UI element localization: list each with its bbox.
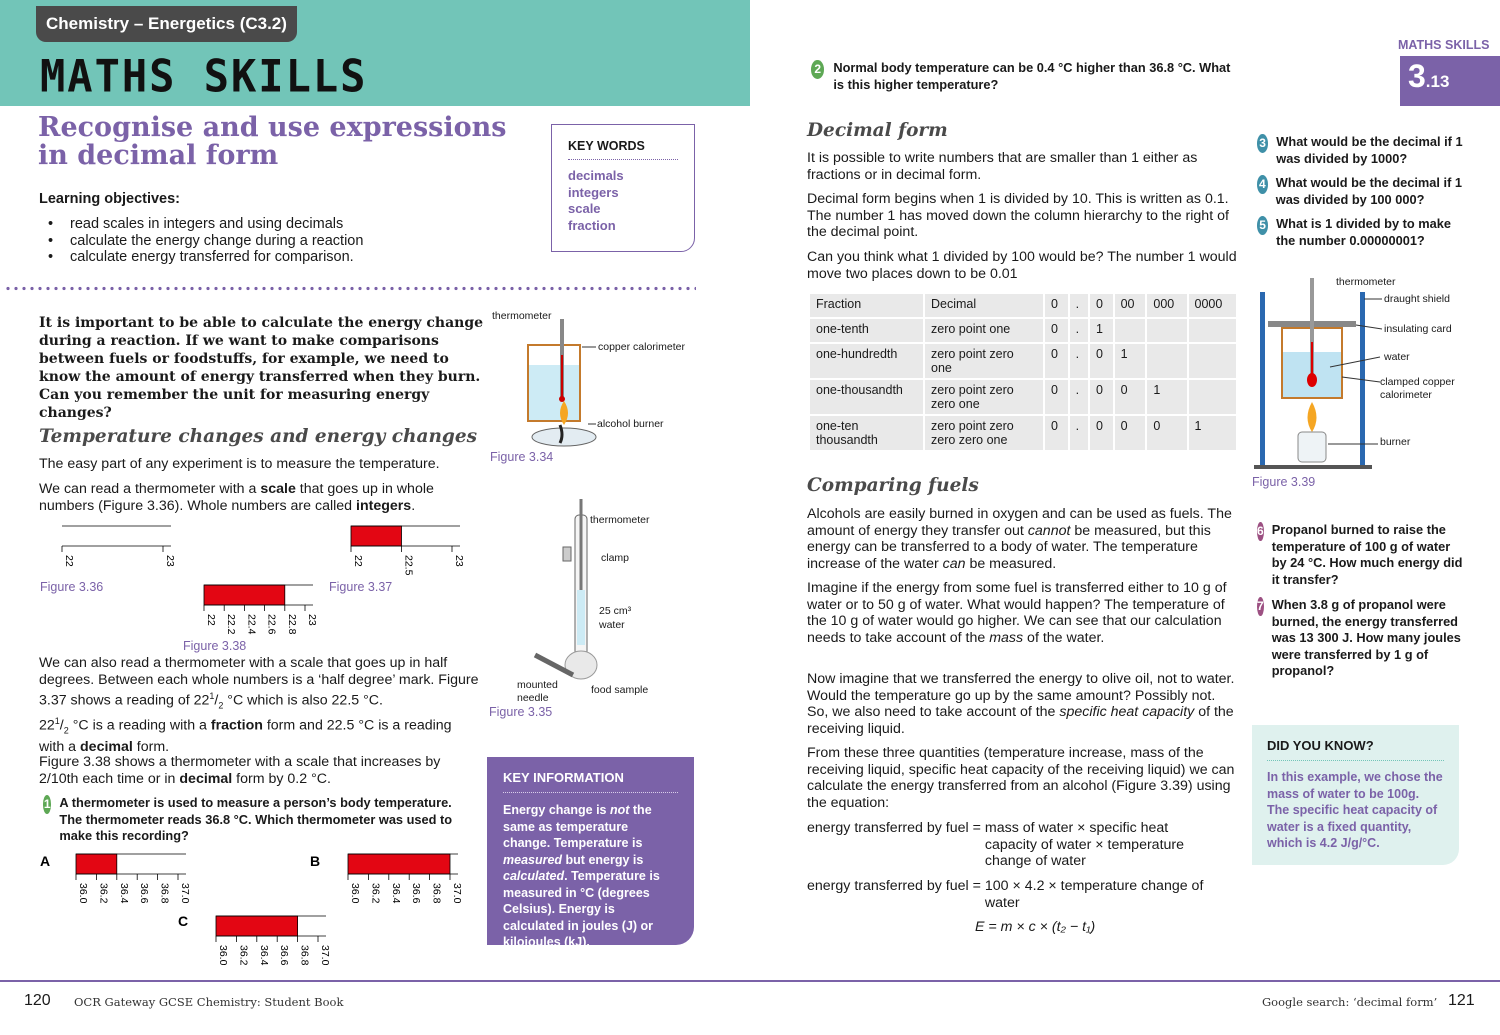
tick-label: 22: [63, 555, 75, 567]
figure-caption-335: Figure 3.35: [489, 705, 553, 719]
footer-rule: [0, 980, 1500, 982]
thermometer-label-a: A: [40, 853, 51, 869]
italic-term: cannot: [1027, 522, 1071, 539]
text-run: but energy is: [562, 852, 644, 867]
tick-label: 36.0: [349, 883, 361, 904]
objective-item: • calculate energy transferred for comparison.: [48, 249, 363, 266]
question-text: Normal body temperature can be 0.4 °C higher than 36.8 °C. What is this higher temperature?: [833, 60, 1231, 92]
tick-label: 37.0: [179, 883, 191, 904]
table-row: [810, 344, 1236, 378]
google-search-hint: Google search: ‘decimal form’: [1262, 995, 1438, 1009]
label-clamped-copper: clamped copper: [1380, 376, 1455, 388]
dotted-separator: [4, 286, 696, 291]
base-shape: [1254, 465, 1372, 469]
equation-lhs: energy transferred by fuel =: [807, 820, 981, 836]
burner-shape: [1298, 432, 1326, 462]
table-cell: [1147, 344, 1186, 378]
table-cell: 0: [1115, 416, 1146, 450]
bold-term: scale: [260, 481, 296, 497]
tick-label: 36.6: [278, 945, 291, 966]
question-7: [1257, 597, 1467, 680]
figure-caption-337: Figure 3.37: [329, 580, 393, 594]
question-number-badge: 7: [1257, 597, 1264, 616]
clamp-shape: [563, 547, 571, 561]
question-1: [43, 795, 468, 845]
label-water: water: [1384, 351, 1410, 363]
table-row: [810, 380, 1236, 414]
italic-term: measured: [503, 852, 563, 867]
question-text: A thermometer is used to measure a person’s body temperature. The thermometer reads 36.8 °C. Which thermometer was used to make this recording?: [59, 795, 453, 843]
table-cell: .: [1070, 319, 1088, 342]
table-cell: Decimal: [925, 294, 1043, 317]
tick-label: 36.8: [298, 945, 311, 966]
table-cell: 0: [1115, 380, 1146, 414]
thermometer-strip-336: [62, 526, 176, 567]
thermometer-reading-bar: [204, 585, 285, 605]
figure-339-fuel-apparatus: [1250, 272, 1500, 477]
table-cell: zero point zero zero one: [925, 380, 1043, 414]
right-page-number: 121: [1448, 992, 1475, 1009]
paragraph-half-degrees: We can also read a thermometer with a scale that goes up in half degrees. Between each whole numbers is a ‘half degree’ mark. Figure 3.37 shows a reading of $22^1/_2$ °C which is also 22.5 °C.: [39, 655, 479, 711]
text-run: . Temperature is measured in °C (degrees Celsius). Energy is calculated in joules (J) or kilojoules (kJ).: [503, 869, 660, 949]
thermometer-bulb: [559, 396, 565, 402]
table-cell: 0: [1090, 294, 1113, 317]
label-needle: needle: [517, 692, 549, 704]
key-word: integers: [568, 184, 619, 200]
maths-skills-tab-label: MATHS SKILLS: [1398, 38, 1490, 52]
table-cell: one-tenth: [810, 319, 923, 342]
bold-term: decimal: [80, 739, 133, 756]
objectives-label: Learning objectives:: [39, 191, 181, 207]
table-cell: zero point zero zero zero one: [925, 416, 1043, 450]
figure-334-calorimeter: [488, 305, 688, 455]
text-run: Energy change is: [503, 803, 610, 817]
tick-label: 36.4: [117, 883, 130, 904]
question-6: [1257, 522, 1467, 588]
figure-caption-339: Figure 3.39: [1252, 475, 1316, 489]
table-cell: 0: [1090, 416, 1113, 450]
equation-2: [807, 878, 1237, 911]
text-run: Figure 3.38 shows a thermometer with a scale that increases by 2/10th each time or in: [39, 754, 441, 787]
table-cell: 0: [1045, 294, 1068, 317]
thermometer-strip-a: [76, 854, 191, 904]
decimal-paragraph-1: It is possible to write numbers that are smaller than 1 either as fractions or in decimal form.: [807, 150, 1198, 183]
table-cell: 000: [1147, 294, 1186, 317]
question-text: Propanol burned to raise the temperature of 100 g of water by 24 °C. How much energy did it transfer?: [1271, 522, 1463, 587]
paragraph-fraction-decimal: $22^1/_2$ °C is a reading with a fraction form and 22.5 °C is a reading with a decimal form.: [39, 716, 452, 756]
key-word: scale: [568, 201, 601, 216]
label-water: water: [599, 619, 625, 631]
question-text: What would be the decimal if 1 was divided by 100 000?: [1275, 175, 1463, 207]
tick-label: 23: [164, 555, 176, 567]
table-cell: 0: [1045, 319, 1068, 342]
question-number-badge: 5: [1257, 216, 1268, 235]
text-run: .: [411, 497, 416, 514]
label-volume: 25 cm³: [599, 605, 632, 617]
table-cell: 1: [1115, 344, 1146, 378]
figure-caption-338: Figure 3.38: [183, 639, 247, 653]
text-run: We can read a thermometer with a: [39, 481, 261, 497]
paragraph-easy-part: The easy part of any experiment is to measure the temperature.: [39, 456, 440, 472]
thermometer-strip-c: [216, 916, 331, 966]
key-words-box: [551, 124, 695, 252]
key-words-title: KEY WORDS: [568, 139, 678, 160]
text-run: form and 22.5 °C is a reading with a: [39, 717, 452, 756]
objective-item: • calculate the energy change during a reaction: [48, 233, 363, 250]
table-cell: one-hundredth: [810, 344, 923, 378]
question-text: What would be the decimal if 1 was divided by 1000?: [1276, 134, 1463, 166]
did-you-know-text: In this example, we chose the mass of water to be 100g. The specific heat capacity of water is a fixed quantity, which is 4.2 J/g/°C.: [1267, 770, 1443, 850]
table-cell: 0: [1090, 344, 1113, 378]
table-cell: zero point zero one: [925, 344, 1043, 378]
key-word: fraction: [568, 217, 616, 233]
thermometer-label-c: C: [178, 913, 189, 929]
label-food-sample: food sample: [591, 684, 649, 696]
question-5: [1257, 216, 1467, 249]
fuels-paragraph-4: From these three quantities (temperature increase, mass of the receiving liquid, specific heat capacity of the receiving liquid) we can calculate the energy transferred from an alcohol (Figure 3.39) using the equation:: [807, 745, 1235, 812]
table-cell: [1115, 319, 1146, 342]
objective-item: • read scales in integers and using decimals: [48, 216, 363, 233]
label-thermometer: thermometer: [1336, 276, 1396, 288]
equation-rhs: 100 × 4.2 × temperature change of water: [984, 878, 1204, 911]
thermometer-reading-bar: [216, 916, 298, 936]
label-thermometer: thermometer: [590, 514, 650, 526]
text-run: of the receiving liquid.: [807, 704, 1234, 738]
question-number-badge: 2: [811, 60, 824, 79]
leader-line: [1356, 325, 1382, 329]
text-run: °C is a reading with a: [68, 717, 211, 734]
fraction-numerator: 1: [209, 691, 215, 702]
section-number-tab: [1400, 56, 1500, 106]
table-cell: [1189, 319, 1236, 342]
paragraph-whole-numbers: [39, 481, 479, 514]
text-run: be measured, but this energy can be transferred to a body of water. The temperature increase of the water: [807, 522, 1211, 573]
page-heading: Recognise and use expressions in decimal form: [38, 112, 507, 171]
equation-symbolic: E = m × c × (t₂ − t₁): [975, 919, 1096, 935]
label-burner: burner: [1380, 436, 1411, 448]
flame-icon: [1308, 402, 1317, 432]
bold-term: integers: [356, 497, 412, 514]
thermometer-label-b: B: [310, 853, 321, 869]
left-page-number: 120: [24, 992, 51, 1009]
tick-label: 36.4: [257, 945, 270, 966]
tick-label: 36.4: [389, 883, 402, 904]
table-cell: .: [1070, 416, 1088, 450]
text-run: °C which is also 22.5 °C.: [223, 693, 383, 710]
label-insulating-card: insulating card: [1384, 323, 1452, 335]
thermometer-scales-figure: [36, 522, 496, 657]
question-3: [1257, 134, 1467, 167]
table-cell: 0: [1045, 380, 1068, 414]
table-cell: 0: [1090, 380, 1113, 414]
text-run: that goes up in whole numbers (Figure 3.36). Whole numbers are called: [39, 481, 434, 514]
tick-label: 23: [453, 555, 465, 567]
intro-text: It is important to be able to calculate the energy change during a reaction. If we want to make comparisons between fuels or foodstuffs, for example, we need to know the amount of energy transferred when they burn.: [39, 315, 484, 385]
tick-label: 36.0: [77, 883, 89, 904]
tick-label: 23: [306, 614, 318, 626]
table-cell: .: [1070, 344, 1088, 378]
thermometer-strip-337: [351, 526, 465, 576]
tick-label: 36.6: [410, 883, 423, 904]
paragraph-figure-338: [39, 754, 479, 787]
label-copper-calorimeter: copper calorimeter: [598, 341, 685, 353]
tick-label: 36.0: [217, 945, 229, 966]
table-row: [810, 319, 1236, 342]
tick-label: 22: [205, 614, 217, 626]
tick-label: 36.2: [237, 945, 250, 966]
text-run: We can also read a thermometer with a scale that goes up in half degrees. Between each whole numbers is a ‘half degree’ mark. Figure 3.37 shows a reading of 22: [39, 655, 479, 710]
label-clamp: clamp: [601, 552, 630, 564]
did-you-know-box: [1252, 725, 1459, 865]
text-run: Alcohols are easily burned in oxygen and can be used as fuels. The amount of energy they transfer out: [807, 506, 1232, 539]
key-information-box: [487, 757, 694, 949]
thermometer-strip-b: [348, 854, 463, 904]
fraction-denominator: 2: [63, 725, 69, 736]
question-text: What is 1 divided by to make the number 0.00000001?: [1276, 216, 1452, 248]
table-cell: 1: [1147, 380, 1186, 414]
question-number-badge: 6: [1257, 522, 1264, 541]
tick-label: 22.2: [225, 614, 238, 635]
tick-label: 36.6: [138, 883, 151, 904]
tick-label: 36.8: [158, 883, 171, 904]
comparing-fuels-heading: Comparing fuels: [807, 475, 979, 496]
table-cell: one-ten thousandth: [810, 416, 923, 450]
decimal-paragraph-3: Can you think what 1 divided by 100 would be? The number 1 would move two places down to be 0.01: [807, 249, 1237, 282]
italic-term: calculated: [503, 869, 565, 883]
section-number-sub: .13: [1425, 72, 1450, 91]
text-run: be measured.: [965, 556, 1057, 573]
fuels-paragraph-3: [807, 671, 1237, 738]
figure-caption-334: Figure 3.34: [490, 450, 554, 464]
tick-label: 36.2: [97, 883, 110, 904]
italic-term: can: [942, 556, 966, 573]
label-calorimeter: calorimeter: [1380, 389, 1432, 401]
question-4: [1257, 175, 1467, 208]
text-run: of the water.: [1023, 630, 1105, 647]
italic-term: mass: [989, 630, 1024, 647]
thermometer-reading-bar: [351, 526, 402, 546]
table-cell: 0000: [1189, 294, 1236, 317]
label-draught-shield: draught shield: [1384, 293, 1450, 305]
tick-label: 22: [352, 555, 364, 567]
tick-label: 37.0: [451, 883, 463, 904]
bold-term: fraction: [210, 717, 263, 734]
key-information-title: KEY INFORMATION: [503, 770, 678, 793]
table-cell: .: [1070, 380, 1088, 414]
label-mounted: mounted: [517, 679, 558, 691]
decimal-paragraph-2: Decimal form begins when 1 is divided by 10. This is written as 0.1. The number 1 has moved down the column hierarchy to the right of the decimal point.: [807, 191, 1229, 241]
equation-lhs: energy transferred by fuel =: [807, 878, 981, 894]
table-cell: 1: [1189, 416, 1236, 450]
tick-label: 36.2: [369, 883, 382, 904]
text-run: 22: [39, 717, 55, 734]
table-cell: 1: [1090, 319, 1113, 342]
label-alcohol-burner: alcohol burner: [597, 418, 664, 430]
equation-1: [807, 820, 1237, 870]
tick-label: 22.8: [285, 614, 298, 635]
table-cell: [1147, 319, 1186, 342]
question-number-badge: 3: [1257, 134, 1268, 153]
table-cell: 0: [1147, 416, 1186, 450]
bold-term: decimal: [179, 770, 233, 787]
key-word: decimals: [568, 168, 624, 183]
water-shape: [577, 590, 585, 645]
fraction-denominator: 2: [218, 700, 224, 711]
temperature-heading: Temperature changes and energy changes: [39, 426, 478, 447]
alcohol-burner-shape: [532, 428, 596, 446]
text-run: form.: [132, 739, 170, 756]
italic-term: specific heat capacity: [1059, 704, 1195, 721]
decimal-form-heading: Decimal form: [807, 120, 948, 141]
tick-label: 36.8: [430, 883, 443, 904]
decimal-table-body: [810, 294, 1236, 450]
thermometer-bulb: [1307, 373, 1317, 387]
thermometers-abc-figure: [36, 850, 476, 980]
label-thermometer: thermometer: [492, 310, 552, 322]
section-number-main: 3: [1408, 58, 1426, 94]
fuels-paragraph-1: [807, 506, 1237, 573]
table-cell: 00: [1115, 294, 1146, 317]
thermometer-reading-bar: [348, 854, 450, 874]
table-cell: [1189, 344, 1236, 378]
equation-rhs: mass of water × specific heat capacity of water × temperature change of water: [984, 820, 1185, 870]
figure-335-food-burning: [515, 495, 685, 705]
water-shape: [529, 365, 579, 420]
chapter-tab: Chemistry – Energetics (C3.2): [36, 6, 297, 42]
question-number-badge: 1: [43, 795, 51, 814]
table-row: [810, 416, 1236, 450]
question-text: When 3.8 g of propanol were burned, the energy transferred was 13 300 J. How many joules were transferred by 1 g of propanol?: [1271, 597, 1461, 678]
table-cell: [1189, 380, 1236, 414]
table-cell: zero point one: [925, 319, 1043, 342]
text-run: Now imagine that we transferred the energy to olive oil, not to water. Would the temperature go up by the same amount? Possibly not. So, we also need to take account of the: [807, 671, 1235, 721]
table-cell: one-thousandth: [810, 380, 923, 414]
tick-label: 22.5: [402, 555, 415, 576]
text-run: form by 0.2 °C.: [232, 770, 331, 787]
tick-label: 22.6: [265, 614, 278, 635]
intro-paragraph: [39, 314, 484, 422]
intro-question: Can you remember the unit for measuring energy changes?: [39, 387, 430, 421]
book-title: OCR Gateway GCSE Chemistry: Student Book: [74, 995, 344, 1009]
tick-label: 22.4: [245, 614, 258, 635]
question-2: [811, 60, 1231, 93]
question-number-badge: 4: [1257, 175, 1268, 194]
decimal-table: [808, 292, 1238, 452]
table-cell: .: [1070, 294, 1088, 317]
figure-caption-336: Figure 3.36: [40, 580, 104, 594]
text-run: the same as temperature change. Temperature is: [503, 803, 652, 850]
thermometer-strip-338: [204, 585, 318, 635]
table-cell: Fraction: [810, 294, 923, 317]
fraction-numerator: 1: [54, 716, 60, 726]
text-run: Imagine if the energy from some fuel is transferred either to 10 g of water or to 50 g of water. What would happen? The temperature of the 10 g of water would go higher. We can see that our calculation needs to take account of the: [807, 580, 1227, 647]
fuels-paragraph-2: [807, 580, 1237, 647]
draught-shield-left: [1260, 292, 1265, 467]
table-cell: 0: [1045, 416, 1068, 450]
section-title: MATHS SKILLS: [40, 50, 368, 103]
thermometer-reading-bar: [76, 854, 117, 874]
italic-term: not: [609, 803, 630, 817]
key-information-text: [503, 802, 678, 951]
tick-label: 37.0: [319, 945, 331, 966]
objectives-list: [48, 216, 363, 266]
did-you-know-title: DID YOU KNOW?: [1267, 738, 1444, 761]
table-row: [810, 294, 1236, 317]
table-cell: 0: [1045, 344, 1068, 378]
